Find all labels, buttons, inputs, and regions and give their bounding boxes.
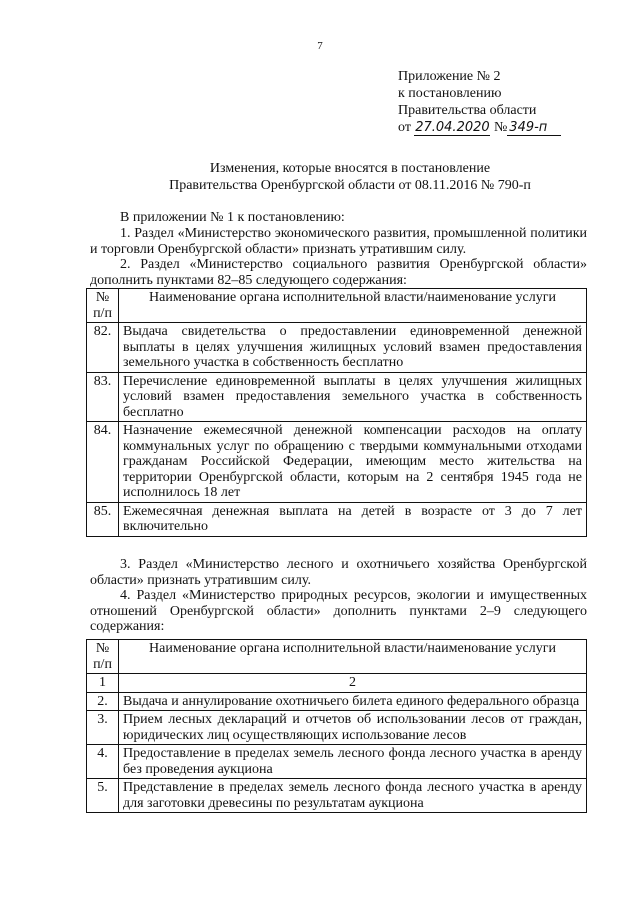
row-number: 84.: [87, 422, 119, 503]
table-row: [87, 422, 587, 503]
document-heading: [100, 160, 600, 194]
table-row: [87, 323, 587, 373]
header-num-cell: № п/п: [87, 640, 119, 674]
table-header-row: [87, 289, 587, 323]
header-name-cell: Наименование органа исполнительной власти/наименование услуги: [119, 289, 587, 323]
row-text: Выдача свидетельства о предоставлении единовременной денежной выплаты в целях улучшения жилищных условий взамен предоставления земельного участка в собственность бесплатно: [119, 323, 587, 373]
row-text: Ежемесячная денежная выплата на детей в возрасте от 3 до 7 лет включительно: [119, 502, 587, 536]
appendix-line-3: Правительства области: [398, 103, 537, 118]
row-number: 85.: [87, 502, 119, 536]
table-row: [87, 372, 587, 422]
item-3-paragraph: 3. Раздел «Министерство лесного и охотничьего хозяйства Оренбургской области» признать утратившим силу.: [90, 557, 587, 588]
column-number-2: 2: [119, 674, 587, 693]
intro-paragraph: В приложении № 1 к постановлению:: [120, 210, 345, 225]
row-number: 4.: [87, 745, 119, 779]
table-row: [87, 711, 587, 745]
table-row: [87, 502, 587, 536]
heading-line-2: Правительства Оренбургской области от 08.11.2016 № 790-п: [169, 178, 531, 193]
row-number: 3.: [87, 711, 119, 745]
row-number: 5.: [87, 779, 119, 813]
date-prefix: от: [398, 120, 411, 135]
row-text: Представление в пределах земель лесного фонда лесного участка в аренду для заготовки древесины по результатам аукциона: [119, 779, 587, 813]
heading-line-1: Изменения, которые вносятся в постановление: [209, 161, 491, 176]
item-4-paragraph: 4. Раздел «Министерство природных ресурсов, экологии и имущественных отношений Оренбургской области» дополнить пунктами 2–9 следующего содержания:: [90, 588, 587, 634]
table-row: [87, 779, 587, 813]
header-name-cell: Наименование органа исполнительной власти/наименование услуги: [119, 640, 587, 674]
table-1: [86, 288, 587, 537]
handwritten-number: 349-п: [507, 120, 561, 136]
row-number: 83.: [87, 372, 119, 422]
item-1-paragraph: 1. Раздел «Министерство экономического развития, промышленной политики и торговли Оренбургской области» признать утратившим силу.: [90, 226, 587, 257]
table-row: [87, 692, 587, 711]
appendix-line-2: к постановлению: [398, 86, 502, 101]
row-number: 82.: [87, 323, 119, 373]
table-row: [87, 745, 587, 779]
table-header-row: [87, 640, 587, 674]
row-text: Предоставление в пределах земель лесного фонда лесного участка в аренду без проведения аукциона: [119, 745, 587, 779]
handwritten-date: 27.04.2020: [415, 120, 490, 135]
row-text: Прием лесных деклараций и отчетов об использовании лесов от граждан, юридических лиц осуществляющих использование лесов: [119, 711, 587, 745]
row-text: Назначение ежемесячной денежной компенсации расходов на оплату коммунальных услуг по обращению с твердыми коммунальными отходами гражданам Российской Федерации, имеющим место жительства на территории Оренбургской области, которым на 2 сентября 1945 года не исполнилось 18 лет: [119, 422, 587, 503]
item-2-paragraph: 2. Раздел «Министерство социального развития Оренбургской области» дополнить пунктами 82–85 следующего содержания:: [90, 257, 587, 288]
number-prefix: №: [493, 120, 508, 135]
table-2: [86, 639, 587, 813]
column-number-row: [87, 674, 587, 693]
column-number-1: 1: [87, 674, 119, 693]
appendix-title: Приложение № 2: [398, 69, 501, 84]
appendix-date-line: [398, 119, 561, 136]
header-num-cell: № п/п: [87, 289, 119, 323]
appendix-block: [398, 68, 561, 136]
row-text: Перечисление единовременной выплаты в целях улучшения жилищных условий взамен предоставления земельного участка в собственность бесплатно: [119, 372, 587, 422]
page-number: 7: [317, 40, 323, 52]
row-text: Выдача и аннулирование охотничьего билета единого федерального образца: [119, 692, 587, 711]
row-number: 2.: [87, 692, 119, 711]
